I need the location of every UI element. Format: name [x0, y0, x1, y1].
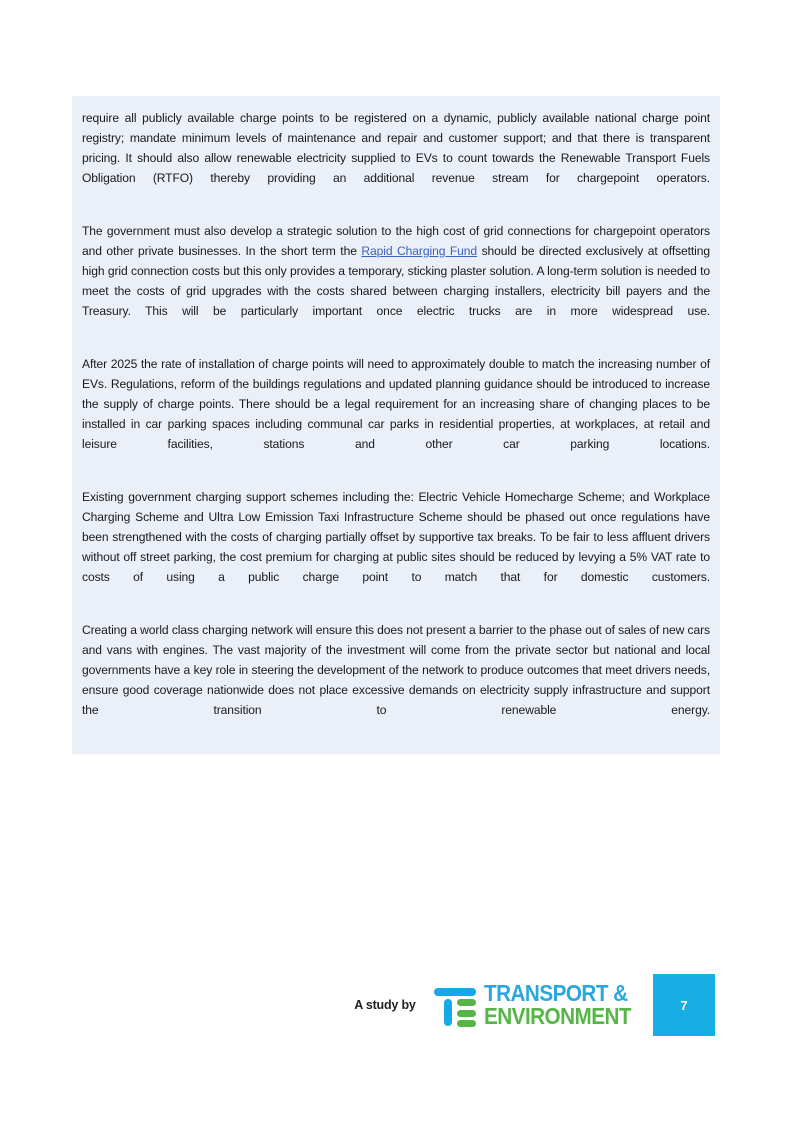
paragraph-5-text: Creating a world class charging network will ensure this does not present a barrier to the phase out of sales of new cars and vans with engines. The vast majority of the investment will come from the private sector but national and local governments have a key role in steering the development of the network to produce outcomes that meet drivers needs, ensure good coverage nationwide does not place excessive demands on electricity supply infrastructure and support the transition to renewable energy.: [82, 623, 710, 717]
paragraph-2-text-before-link: The government must also develop a strategic solution to the high cost of grid connections for chargepoint operators and other private businesses. In the short term the: [82, 224, 710, 258]
te-monogram-green-bar-1: [457, 999, 476, 1006]
paragraph-4-text: Existing government charging support schemes including the: Electric Vehicle Homecharge Scheme; and Workplace Charging Scheme and Ultra Low Emission Taxi Infrastructure Scheme should be phased out once regulations have been strengthened with the costs of charging partially offset by supportive tax breaks. To be fair to less affluent drivers without off street parking, the cost premium for charging at public sites should be reduced by levying a 5% VAT rate to costs of using a public charge point to match that for domestic customers.: [82, 490, 710, 584]
page-footer: [0, 955, 794, 1055]
te-monogram-green-bar-3: [457, 1020, 476, 1027]
paragraph-4: [82, 487, 710, 607]
page-number-box: [653, 974, 715, 1036]
study-by-label: A study by: [354, 998, 416, 1012]
te-monogram-stem: [444, 999, 452, 1026]
te-monogram-green-bar-2: [457, 1010, 476, 1017]
logo-wordmark-line-1: TRANSPORT &: [483, 980, 628, 1006]
rapid-charging-fund-link[interactable]: Rapid Charging Fund: [361, 244, 478, 258]
paragraph-2: [82, 221, 710, 341]
highlighted-content-block: [72, 96, 720, 754]
te-monogram-icon: [433, 983, 477, 1027]
logo-wordmark-line-2: ENVIRONMENT: [483, 1003, 631, 1029]
page-number: 7: [680, 997, 688, 1013]
paragraph-1-text: require all publicly available charge points to be registered on a dynamic, publicly available national charge point registry; mandate minimum levels of maintenance and repair and customer support; and that there is transparent pricing. It should also allow renewable electricity supplied to EVs to count towards the Renewable Transport Fuels Obligation (RTFO) thereby providing an additional revenue stream for chargepoint operators.: [82, 111, 710, 185]
paragraph-5: [82, 620, 710, 740]
te-monogram-top-bar: [434, 988, 476, 996]
paragraph-2-text-after-link: should be directed exclusively at offsetting high grid connection costs but this only provides a temporary, sticking plaster solution. A long-term solution is needed to meet the costs of grid upgrades with the costs shared between charging installers, electricity bill payers and the Treasury. This will be particularly important once electric trucks are in more widespread use.: [82, 244, 711, 318]
logo-wordmark: [484, 982, 647, 1028]
footer-content: [354, 955, 715, 1055]
paragraph-3: [82, 354, 710, 474]
transport-environment-logo: [433, 982, 647, 1028]
paragraph-3-text: After 2025 the rate of installation of charge points will need to approximately double to match the increasing number of EVs. Regulations, reform of the buildings regulations and updated planning guidance should be introduced to increase the supply of charge points. There should be a legal requirement for an increasing share of changing places to be installed in car parking spaces including communal car parks in residential properties, at workplaces, at retail and leisure facilities, stations and other car parking locations.: [82, 357, 710, 451]
paragraph-1: [82, 108, 710, 208]
